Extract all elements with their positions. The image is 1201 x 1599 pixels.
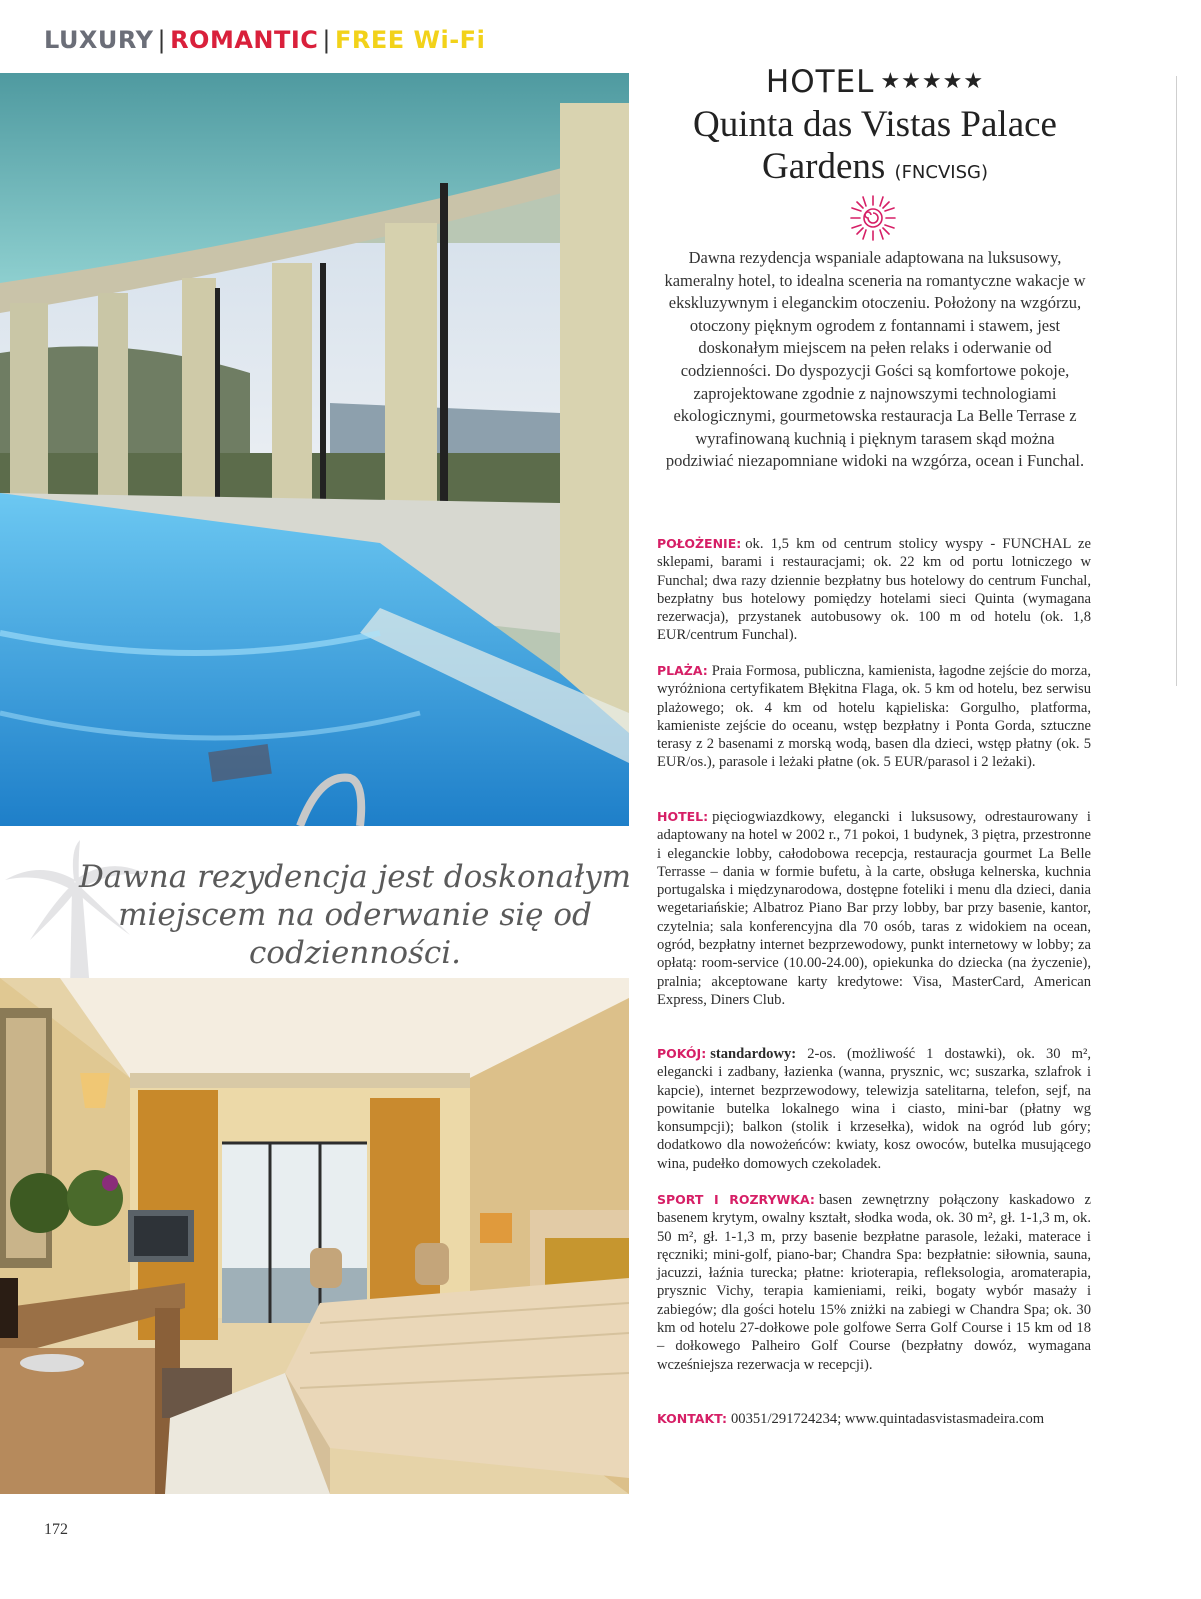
page-number: 172 — [44, 1521, 68, 1538]
indoor-pool-photo — [0, 73, 629, 826]
hotel-heading — [660, 64, 1090, 194]
label-location: POŁOŻENIE: — [657, 536, 742, 551]
section-hotel — [657, 808, 1091, 1009]
label-sport: SPORT I ROZRYWKA: — [657, 1192, 815, 1207]
section-location — [657, 535, 1091, 645]
hotel-name: Quinta das Vistas Palace Gardens — [693, 104, 1057, 187]
contact-text: 00351/291724234; www.quintadasvistasmadeira.com — [730, 1411, 1045, 1427]
star-rating: ★★★★★ — [880, 68, 985, 93]
hotel-name-block — [660, 104, 1090, 194]
section-contact — [657, 1410, 1091, 1428]
tag-separator: | — [157, 26, 167, 54]
bedroom-photo — [0, 978, 629, 1494]
label-hotel: HOTEL: — [657, 809, 709, 824]
sport-text: basen zewnętrzny połączony kaskadowo z basenem krytym, owalny kształt, słodka woda, ok. 30 m², gł. 1-1,3 m, ok. 50 m², gł. 1-1,3 m, przy basenie bezpłatne parasole, leżaki, materace i ręczniki; mini-golf, piano-bar; Chandra Spa: bezpłatnie: siłownia, sauna, jacuzzi, łaźnia turecka; płatne: krioterapia, refleksologia, aromaterapia, prysznic Vichy, terapia kamieniami, reiki, bogaty wybór masaży i zabiegów; dla gości hotelu 15% zniżki na zabiegi w Chandra Spa; ok. 30 km od hotelu 27-dołkowe pole golfowe Serra Golf Course i 15 km od 18 – dołkowego Palheiro Golf Course (bezpłatny dowóz, wymagana wcześniejsza rezerwacja w recepcji). — [657, 1192, 1091, 1373]
room-type: standardowy: — [710, 1046, 797, 1062]
label-beach: PLAŻA: — [657, 663, 708, 678]
section-beach — [657, 662, 1091, 772]
sun-spiral-icon — [849, 194, 897, 242]
pull-quote: Dawna rezydencja jest doskonałym miejscem na oderwanie się od codzienności. — [78, 859, 632, 971]
beach-text: Praia Formosa, publiczna, kamienista, łagodne zejście do morza, wyróżniona certyfikatem Błękitna Flaga, ok. 5 km od hotelu, bez serwisu plażowego; ok. 4 km od hotelu kąpieliska: Gorgulho, platforma, kamieniste zejście do oceanu, wstęp bezpłatny i Ponta Gorda, sztuczne terasy z 2 basenami z morską wodą, basen dla dzieci, wstęp płatny (ok. 5 EUR/os.), parasole i leżaki płatne (ok. 5 EUR/parasol i 2 leżaki). — [657, 663, 1091, 771]
section-room — [657, 1045, 1091, 1173]
room-text: 2-os. (możliwość 1 dostawki), ok. 30 m², elegancki i zadbany, łazienka (wanna, prysznic, wc; suszarka, szlafrok i kapcie), internet bezprzewodowy, telewizja satelitarna, telefon, sejf, na powitanie butelka lokalnego wina i ciasto, mini-bar (płatny wg konsumpcji); balkon (stolik i krzesełka), widok na ogród lub góry; dodatkowo dla nowożeńców: kwiaty, kosz owoców, butelka musującego wina, pudełko domowych czekoladek. — [657, 1046, 1091, 1172]
tag-free-wifi: FREE Wi-Fi — [335, 26, 486, 54]
intro-paragraph: Dawna rezydencja wspaniale adaptowana na luksusowy, kameralny hotel, to idealna sceneria na romantyczne wakacje w ekskluzywnym i eleganckim otoczeniu. Położony na wzgórzu, otoczony pięknym ogrodem z fontannami i stawem, jest doskonałym miejscem na pełen relaks i oderwanie od codzienności. Do dyspozycji Gości są komfortowe pokoje, zaprojektowane zgodnie z najnowszymi technologiami ekologicznymi, gourmetowska restauracja La Belle Terrase z wyrafinowaną kuchnią i pięknym tarasem skąd można podziwiać niezapomniane widoki na wzgórza, ocean i Funchal. — [664, 248, 1086, 471]
tag-romantic: ROMANTIC — [170, 26, 319, 54]
section-sport — [657, 1191, 1091, 1374]
label-room: POKÓJ: — [657, 1046, 707, 1061]
hotel-word: HOTEL — [765, 64, 875, 100]
tag-separator: | — [322, 26, 331, 54]
hotel-text: pięciogwiazdkowy, elegancki i luksusowy, odrestaurowany i adaptowany na hotel w 2002 r., 71 pokoi, 1 budynek, 3 piętra, przestronne i eleganckie lobby, całodobowa recepcja, restauracja gourmet La Belle Terrasse – dania w formie bufetu, à la carte, obsługa kelnerska, kuchnia portugalska i międzynarodowa, dostępne foteliki i menu dla dzieci, dania wegetariańskie; Albatroz Piano Bar przy lobby, bar przy basenie, kantor, czytelnia; sala konferencyjna dla 70 osób, taras z widokiem na ocean, ogród, bezpłatny internet bezprzewodowy, punkt internetowy w lobby; za opłatą: room-service (10.00-24.00), opiekunka do dziecka (na życzenie), pralnia; akceptowane karty kredytowe: Visa, MasterCard, American Express, Diners Club. — [657, 809, 1091, 1008]
category-tags — [44, 26, 485, 54]
label-contact: KONTAKT: — [657, 1411, 727, 1426]
tag-luxury: LUXURY — [44, 26, 154, 54]
margin-rule — [1176, 76, 1177, 686]
location-text: ok. 1,5 km od centrum stolicy wyspy - FUNCHAL ze sklepami, barami i restauracjami; ok. 22 km od portu lotniczego w Funchal; dwa razy dziennie bezpłatny bus hotelowy do centrum Funchal, bezpłatny bus hotelowy pomiędzy hotelami sieci Quinta (wymagana rezerwacja), przystanek autobusowy ok. 100 m od hotelu (ok. 1,8 EUR/centrum Funchal). — [657, 536, 1091, 644]
hotel-code: (FNCVISG) — [894, 162, 988, 183]
